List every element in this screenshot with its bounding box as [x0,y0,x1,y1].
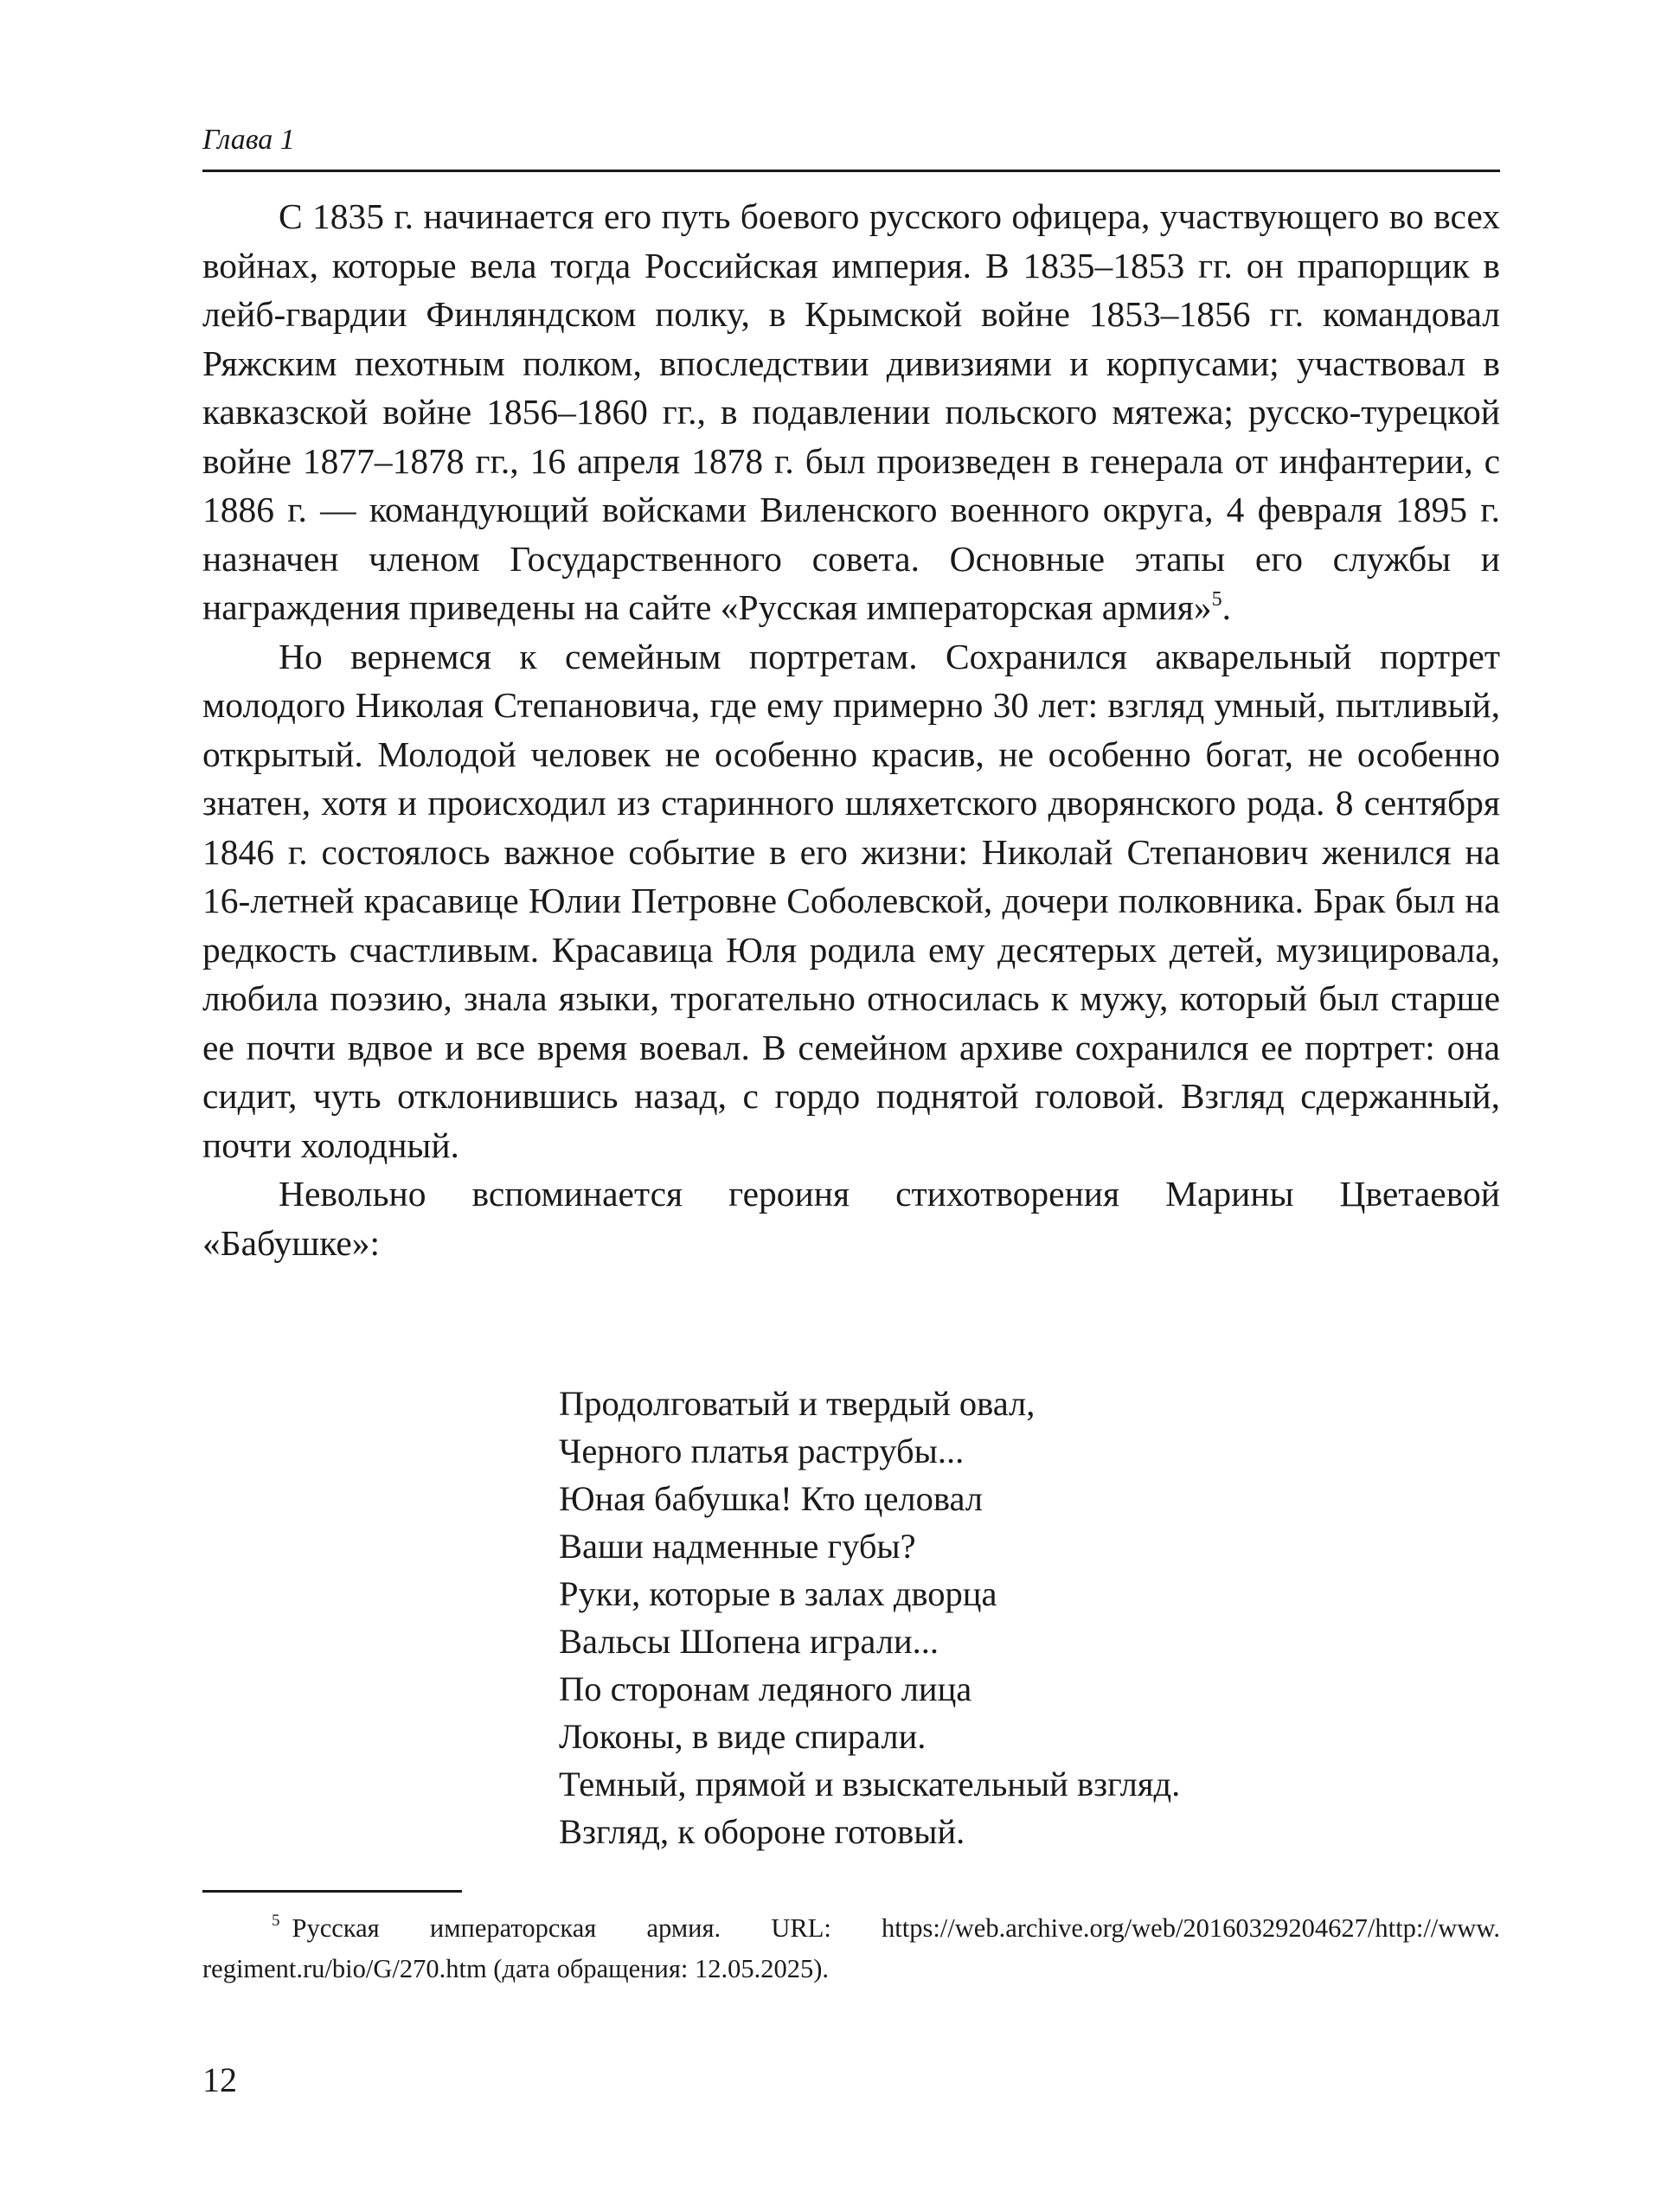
paragraph-1 [202,192,1500,632]
poem-line: По сторонам ледяного лица [559,1669,972,1708]
poem-line: Взгляд, к обороне готовый. [559,1812,965,1851]
poem-line: Юная бабушка! Кто целовал [559,1479,984,1518]
paragraph-3: Невольно вспоминается героиня стихотворения Марины Цветаевой «Бабушке»: [202,1174,1500,1263]
poem-line: Руки, которые в залах дворца [559,1574,997,1613]
footnote-rule [202,1890,462,1893]
footnote-text: Русская императорская армия. URL: https://web.archive.org/web/20160329204627/http://www.​regiment.ru/bio/G/270.htm (дата обращения: 12.05.2025). [202,1913,1500,1983]
poem-line: Продолговатый и твердый овал, [559,1384,1036,1423]
poem [559,1380,1180,1855]
poem-line: Локоны, в виде спирали. [559,1717,927,1756]
poem-line: Темный, прямой и взыскательный взгляд. [559,1765,1181,1803]
paragraph-1-tail: . [1222,587,1231,627]
footnote-number: 5 [272,1912,280,1930]
footnote [202,1908,1500,1989]
page-number: 12 [202,2060,237,2099]
poem-line: Черного платья раструбы... [559,1432,965,1470]
poem-line: Ваши надменные губы? [559,1527,916,1566]
poem-line: Вальсы Шопена играли... [559,1622,939,1661]
body-text [202,192,1500,1267]
paragraph-2: Но вернемся к семейным портретам. Сохранился акварельный портрет молодого Николая Степановича, где ему примерно 30 лет: взгляд умный, пытливый, открытый. Молодой человек не особенно красив, не особенно богат, не особенно знатен, хотя и происходил из старинного шляхетского дворянского рода. 8 сентября 1846 г. состоялось важное событие в его жизни: Николай Степанович женился на 16-летней красавице Юлии Петровне Соболевской, дочери полковника. Брак был на редкость счастливым. Красавица Юля родила ему десятерых детей, музицировала, любила поэзию, знала языки, трогательно относилась к мужу, который был старше ее почти вдвое и все время воевал. В семейном архиве сохранился ее портрет: она сидит, чуть отклонившись назад, с гордо поднятой головой. Взгляд сдержанный, почти холодный. [202,636,1500,1165]
running-head: Глава 1 [202,124,295,156]
header-rule [202,170,1500,172]
paragraph-1-text: С 1835 г. начинается его путь боевого русского офицера, участвующего во всех войнах, которые вела тогда Российская империя. В 1835–1853 гг. он прапорщик в лейб-гвардии Финляндском полку, в Крымской войне 1853–​1856 гг. командовал Ряжским пехотным полком, впоследствии дивизиями и корпусами; участвовал в кавказской войне 1856–1860 гг., в подавлении польского мятежа; русско-турецкой войне 1877–1878 гг., 16 апреля 1878 г. был произведен в генерала от инфантерии, с 1886 г. — командующий войсками Виленского военного округа, 4 февраля 1895 г. назначен членом Государственного совета. Основные этапы его службы и награждения приведены на сайте «Русская императорская армия» [202,196,1500,627]
footnote-reference: 5 [1211,588,1222,611]
